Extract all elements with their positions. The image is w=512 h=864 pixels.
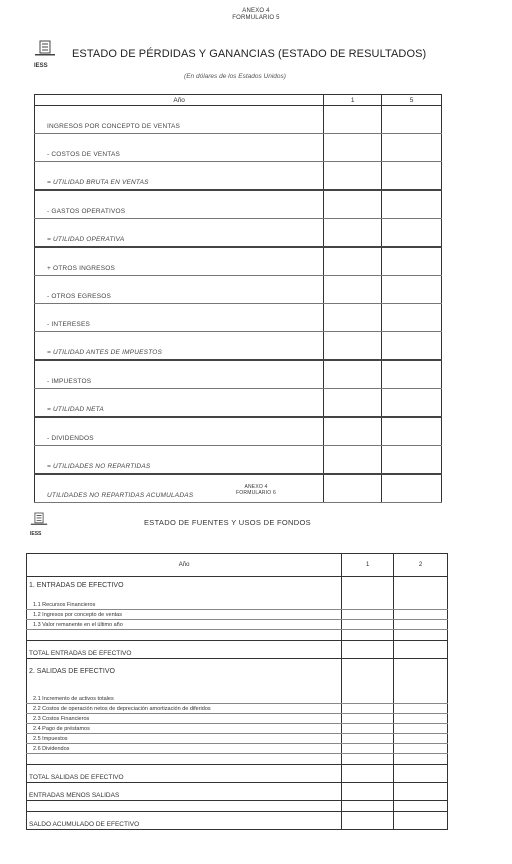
total-salidas-label: TOTAL SALIDAS DE EFECTIVO — [27, 765, 342, 783]
row-label: + OTROS INGRESOS — [35, 247, 324, 276]
value-cell — [382, 446, 442, 475]
row-label: - INTERESES — [35, 304, 324, 332]
value-cell — [324, 332, 382, 361]
document-title-1: ESTADO DE PÉRDIDAS Y GANANCIAS (ESTADO DE RESULTADOS) — [72, 48, 427, 60]
currency-note: (En dólares de los Estados Unidos) — [184, 73, 286, 80]
value-cell — [382, 389, 442, 418]
year-1-header: 1 — [324, 95, 382, 106]
entradas-item: 1.1 Recursos Financieros — [27, 600, 342, 610]
value-cell — [324, 162, 382, 191]
salidas-item: 2.4 Pago de préstamos — [27, 724, 342, 734]
iess-logo — [34, 40, 56, 64]
value-cell — [382, 332, 442, 361]
value-cell — [382, 276, 442, 304]
table-row — [35, 276, 442, 304]
table-row — [27, 694, 448, 704]
value-cell — [324, 446, 382, 475]
value-cell — [324, 247, 382, 276]
value-cell — [382, 417, 442, 446]
year-header: Año — [27, 554, 342, 577]
total-entradas-label: TOTAL ENTRADAS DE EFECTIVO — [27, 641, 342, 659]
table-row — [27, 734, 448, 744]
row-label: - DIVIDENDOS — [35, 417, 324, 446]
table-row — [35, 304, 442, 332]
table-header-row — [35, 95, 442, 106]
table-row — [35, 106, 442, 134]
row-label: = UTILIDAD ANTES DE IMPUESTOS — [35, 332, 324, 361]
entradas-section-row — [27, 577, 448, 591]
salidas-item: 2.3 Costos Financieros — [27, 714, 342, 724]
total-entradas-row — [27, 641, 448, 659]
form-label-1: FORMULARIO 5 — [232, 15, 280, 21]
table-row — [35, 446, 442, 475]
entradas-title: 1. ENTRADAS DE EFECTIVO — [27, 577, 342, 591]
table-row — [35, 332, 442, 361]
table-row — [27, 600, 448, 610]
form-label-2: FORMULARIO 6 — [236, 490, 276, 496]
saldo-acumulado-row — [27, 812, 448, 830]
row-label: UTILIDADES NO REPARTIDAS ACUMULADAS — [35, 474, 324, 503]
value-cell — [324, 106, 382, 134]
year-2-header: 2 — [394, 554, 448, 577]
table-row — [35, 162, 442, 191]
entradas-item: 1.3 Valor remanente en el último año — [27, 620, 342, 630]
table-row — [35, 134, 442, 162]
row-label: INGRESOS POR CONCEPTO DE VENTAS — [35, 106, 324, 134]
annex-label-1: ANEXO 4 — [242, 8, 270, 14]
row-label: = UTILIDADES NO REPARTIDAS — [35, 446, 324, 475]
value-cell — [382, 304, 442, 332]
logo-text-1: IESS — [34, 63, 48, 69]
salidas-item: 2.2 Costos de operación netos de depreciación amortización de diferidos — [27, 704, 342, 714]
value-cell — [382, 360, 442, 389]
entradas-menos-salidas-row — [27, 783, 448, 801]
table-row — [27, 610, 448, 620]
table-header-row — [27, 554, 448, 577]
table-row — [27, 724, 448, 734]
salidas-section-row — [27, 659, 448, 685]
sources-uses-table — [26, 553, 448, 830]
salidas-item: 2.5 Impuestos — [27, 734, 342, 744]
table-row — [35, 219, 442, 248]
saldo-acumulado-label: SALDO ACUMULADO DE EFECTIVO — [27, 812, 342, 830]
value-cell — [324, 276, 382, 304]
entradas-menos-salidas-label: ENTRADAS MENOS SALIDAS — [27, 783, 342, 801]
value-cell — [382, 190, 442, 219]
value-cell — [382, 162, 442, 191]
value-cell — [382, 219, 442, 248]
year-1-header: 1 — [342, 554, 394, 577]
row-label: = UTILIDAD OPERATIVA — [35, 219, 324, 248]
table-row — [35, 360, 442, 389]
value-cell — [324, 417, 382, 446]
row-label: = UTILIDAD BRUTA EN VENTAS — [35, 162, 324, 191]
salidas-item: 2.6 Dividendos — [27, 744, 342, 754]
logo-text-2: IESS — [30, 531, 42, 537]
year-5-header: 5 — [382, 95, 442, 106]
value-cell — [324, 389, 382, 418]
year-header: Año — [35, 95, 324, 106]
annex-label-2: ANEXO 4 — [244, 484, 268, 490]
value-cell — [382, 106, 442, 134]
table-row — [27, 744, 448, 754]
value-cell — [324, 304, 382, 332]
table-row — [35, 389, 442, 418]
table-row — [27, 704, 448, 714]
total-salidas-row — [27, 765, 448, 783]
iess-logo-2 — [30, 512, 48, 532]
value-cell — [382, 134, 442, 162]
income-statement-table — [34, 94, 442, 503]
table-row — [35, 190, 442, 219]
row-label: - COSTOS DE VENTAS — [35, 134, 324, 162]
value-cell — [324, 360, 382, 389]
document-title-2: ESTADO DE FUENTES Y USOS DE FONDOS — [144, 518, 311, 527]
value-cell — [324, 134, 382, 162]
table-row — [35, 417, 442, 446]
salidas-item: 2.1 Incremento de activos totales — [27, 694, 342, 704]
row-label: - GASTOS OPERATIVOS — [35, 190, 324, 219]
value-cell — [382, 247, 442, 276]
table-row — [27, 714, 448, 724]
salidas-title: 2. SALIDAS DE EFECTIVO — [27, 659, 342, 685]
value-cell — [324, 190, 382, 219]
row-label: - OTROS EGRESOS — [35, 276, 324, 304]
row-label: - IMPUESTOS — [35, 360, 324, 389]
table-row — [27, 620, 448, 630]
row-label: = UTILIDAD NETA — [35, 389, 324, 418]
value-cell — [324, 219, 382, 248]
entradas-item: 1.2 Ingresos por concepto de ventas — [27, 610, 342, 620]
table-row — [35, 247, 442, 276]
